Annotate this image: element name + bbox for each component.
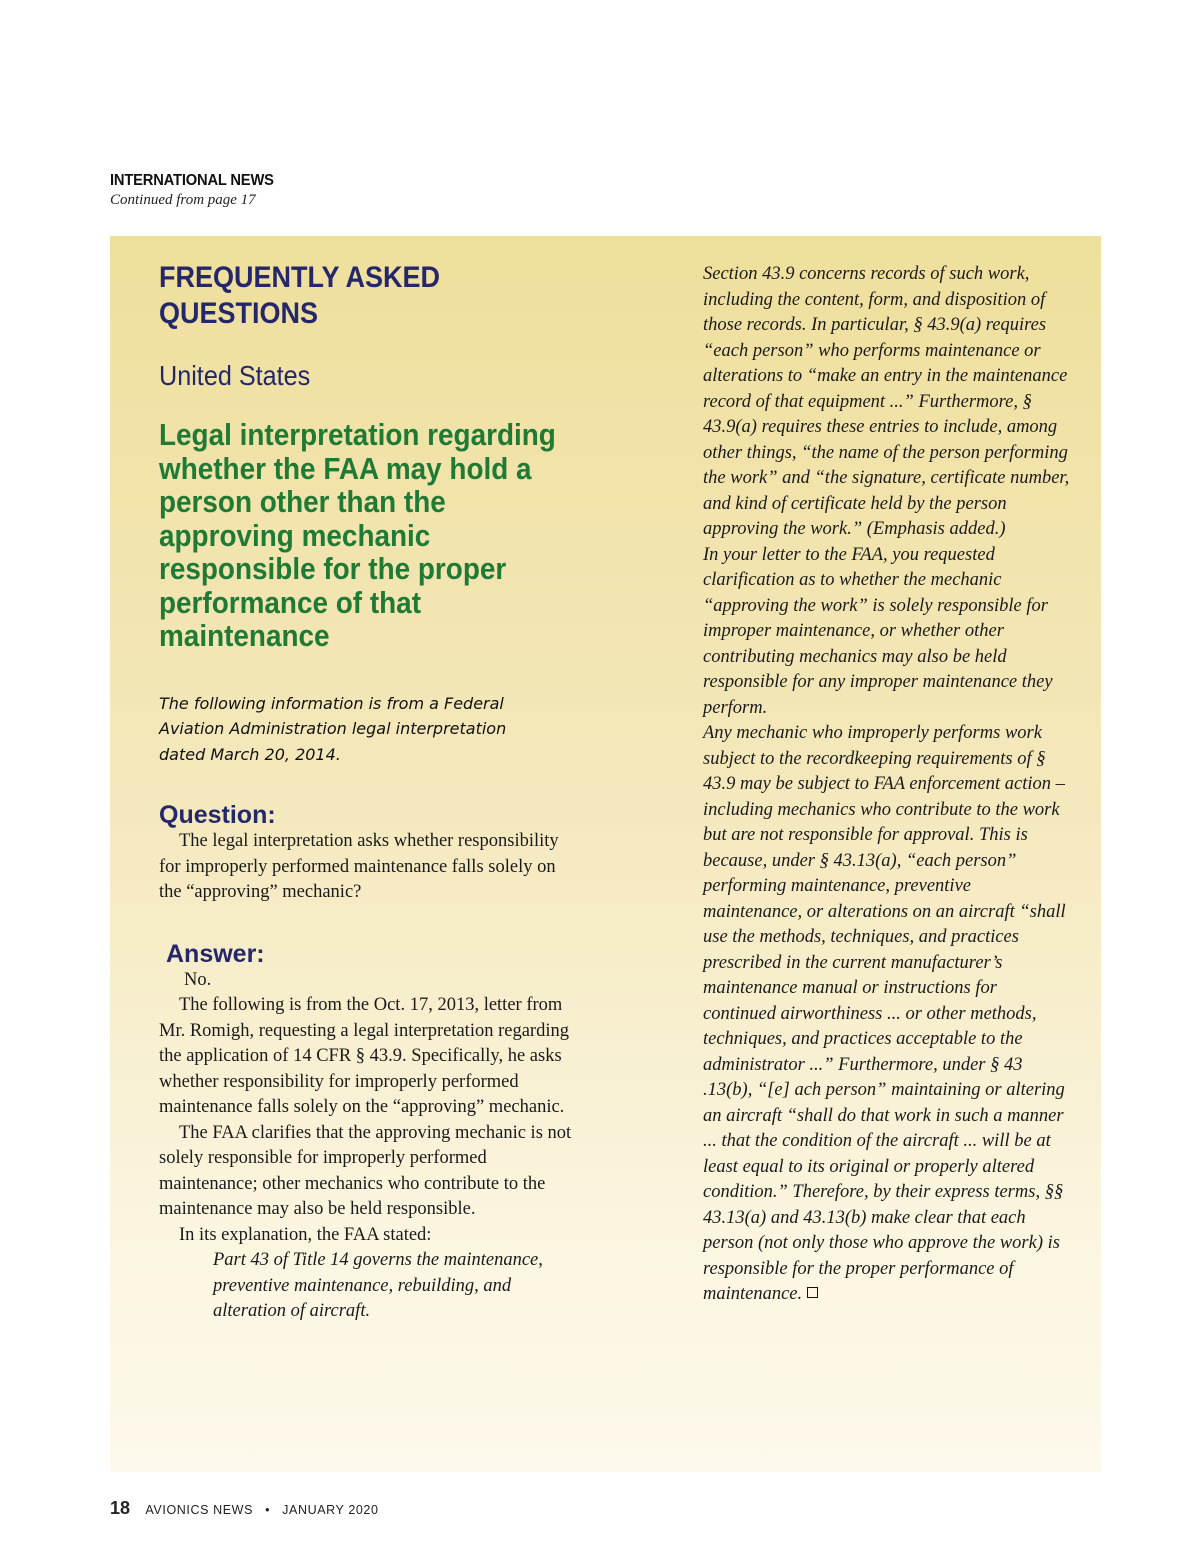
end-of-article-icon <box>807 1287 818 1298</box>
section-header <box>110 172 288 209</box>
answer-paragraph-2: The FAA clarifies that the approving mechanic is not solely responsible for improperly performed maintenance; other mechanics who contribute to the maintenance may also be held responsible. <box>159 1122 572 1219</box>
section-title: INTERNATIONAL NEWS <box>110 172 274 189</box>
left-column <box>159 260 579 1325</box>
source-note: The following information is from a Federal Aviation Administration legal interpretation dated March 20, 2014. <box>159 693 507 764</box>
question-heading: Question: <box>159 801 276 829</box>
answer-body <box>159 968 579 1325</box>
country-heading: United States <box>159 360 311 391</box>
issue-date: JANUARY 2020 <box>282 1503 379 1517</box>
quote-paragraph-3 <box>703 721 1071 1308</box>
answer-paragraph-1: The following is from the Oct. 17, 2013, letter from Mr. Romigh, requesting a legal interpretation regarding the application of 14 CFR § 43.9. Specifically, he asks whether responsibility for improperly performed maintenance falls solely on the “approving” mechanic. <box>159 995 569 1117</box>
faq-title: FREQUENTLY ASKED QUESTIONS <box>159 261 441 330</box>
faq-panel <box>110 236 1101 1472</box>
publication-name: AVIONICS NEWS <box>145 1503 254 1517</box>
quoted-text <box>703 262 1071 1308</box>
right-column <box>703 262 1071 1308</box>
footer-separator: • <box>265 1503 271 1517</box>
answer-short: No. <box>184 969 212 990</box>
quote-paragraph-3-text: Any mechanic who improperly performs work subject to the recordkeeping requirements of § 43.9 may be subject to FAA enforcement action – including mechanics who contribute to the work but are not responsible for approval. This is because, under § 43.13(a), “each person” performing maintenance, preventive maintenance, or alterations on an aircraft “shall use the methods, techniques, and practices prescribed in the current manufacturer’s maintenance manual or instructions for continued airworthiness ... or other methods, techniques, and practices acceptable to the administrator ...” Furthermore, under § 43 .13(b), “[e] ach person” maintaining or altering an aircraft “shall do that work in such a manner ... that the condition of the aircraft ... will be at least equal to its original or properly altered condition.” Therefore, by their express terms, §§ 43.13(a) and 43.13(b) make clear that each person (not only those who approve the work) is responsible for the proper performance of maintenance. <box>703 723 1066 1304</box>
continued-note: Continued from page 17 <box>110 192 256 208</box>
question-body <box>159 829 579 906</box>
page-number: 18 <box>110 1498 131 1518</box>
answer-heading: Answer: <box>166 939 265 968</box>
quote-paragraph-1: Section 43.9 concerns records of such work, including the content, form, and disposition of those records. In particular, § 43.9(a) requires “each person” who performs maintenance or alterations to “make an entry in the maintenance record of that equipment ...” Furthermore, § 43.9(a) requires these entries to include, among other things, “the name of the person performing the work” and “the signature, certificate number, and kind of certificate held by the person approving the work.” (Emphasis added.) <box>703 264 1070 539</box>
article-headline: Legal interpretation regarding whether the FAA may hold a person other than the approving mechanic responsible for the proper performance of that maintenance <box>159 417 556 653</box>
question-text: The legal interpretation asks whether responsibility for improperly performed maintenance falls solely on the “approving” mechanic? <box>159 831 559 902</box>
page-footer <box>110 1498 379 1519</box>
quote-paragraph-2: In your letter to the FAA, you requested clarification as to whether the mechanic “approving the work” is solely responsible for improper maintenance, or whether other contributing mechanics may also be held responsible for any improper maintenance they perform. <box>703 544 1053 718</box>
answer-paragraph-3: In its explanation, the FAA stated: <box>179 1224 432 1245</box>
quote-intro: Part 43 of Title 14 governs the maintenance, preventive maintenance, rebuilding, and alteration of aircraft. <box>213 1250 543 1321</box>
